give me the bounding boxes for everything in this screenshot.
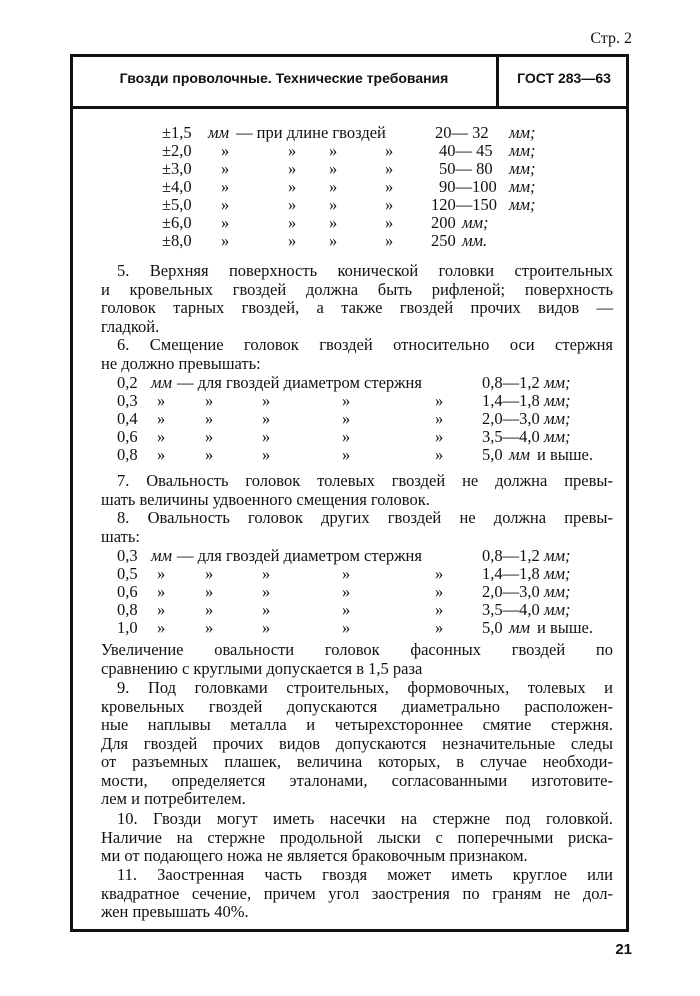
ditto-mark: »: [342, 618, 351, 637]
unit: мм: [151, 546, 173, 565]
tolerance-value: ±2,0: [162, 141, 192, 160]
text-line: лем и потребителем.: [101, 789, 246, 808]
range-suffix: и выше.: [537, 618, 593, 637]
unit: мм: [151, 373, 173, 392]
text-line: шать:: [101, 526, 140, 546]
table-row: [117, 547, 613, 565]
table-row: [117, 178, 613, 196]
table-row: [117, 374, 613, 392]
ditto-mark: »: [262, 618, 271, 637]
text-line: 10. Гвозди могут иметь насечки на стержне под головкой.: [117, 809, 613, 828]
ditto-mark: »: [435, 564, 444, 583]
ovality-table: [117, 547, 613, 637]
value: 1,0: [117, 618, 138, 637]
text-line: 11. Заостренная часть гвоздя может иметь круглое или: [117, 865, 613, 884]
length-tolerance-table: [117, 124, 613, 250]
length-range: 50— 80: [439, 159, 493, 178]
table-row: [117, 583, 613, 601]
paragraph-10: [101, 809, 613, 866]
diameter-range: 0,8—1,2: [482, 373, 540, 392]
ditto-mark: »: [342, 445, 351, 464]
ditto-mark: »: [221, 213, 230, 232]
text-line: сравнению с круглыми допускается в 1,5 раза: [101, 658, 423, 678]
ditto-mark: »: [157, 391, 166, 410]
tolerance-value: ±8,0: [162, 231, 192, 250]
ditto-mark: »: [288, 231, 297, 250]
value: 0,3: [117, 546, 138, 565]
ditto-mark: »: [157, 564, 166, 583]
unit: мм;: [462, 213, 489, 232]
unit: мм;: [544, 391, 571, 410]
ditto-mark: »: [221, 195, 230, 214]
text-line: жен превышать 40%.: [101, 902, 249, 921]
table-row: [117, 392, 613, 410]
ditto-mark: »: [262, 409, 271, 428]
diameter-range: 1,4—1,8: [482, 564, 540, 583]
diameter-range: 5,0: [482, 445, 503, 464]
ditto-mark: »: [435, 391, 444, 410]
ditto-mark: »: [205, 409, 214, 428]
text-line: ми от подающего ножа не является браковочным признаком.: [101, 846, 528, 865]
diameter-range: 2,0—3,0: [482, 409, 540, 428]
diameter-range: 3,5—4,0: [482, 600, 540, 619]
ditto-mark: »: [157, 600, 166, 619]
unit: мм;: [544, 600, 571, 619]
displacement-table: [117, 374, 613, 464]
text-line: Увеличение овальности головок фасонных гвоздей по: [101, 640, 613, 659]
table-row: [117, 160, 613, 178]
table-row: [117, 565, 613, 583]
paragraph-5: [101, 261, 613, 336]
unit: мм;: [544, 373, 571, 392]
length-range: 120—150: [431, 195, 497, 214]
unit: мм.: [462, 231, 488, 250]
ditto-mark: »: [435, 427, 444, 446]
ditto-mark: »: [262, 427, 271, 446]
range-suffix: и выше.: [537, 445, 593, 464]
table-row: [117, 619, 613, 637]
text-line: квадратное сечение, причем угол заострения по граням не дол-: [101, 883, 613, 903]
diameter-range: 0,8—1,2: [482, 546, 540, 565]
value: 0,4: [117, 409, 138, 428]
tolerance-value: ±4,0: [162, 177, 192, 196]
unit: мм;: [509, 123, 536, 142]
ditto-mark: »: [288, 213, 297, 232]
value: 0,8: [117, 600, 138, 619]
ditto-mark: »: [385, 231, 394, 250]
table-row: [117, 446, 613, 464]
diameter-range: 3,5—4,0: [482, 427, 540, 446]
unit: мм;: [544, 427, 571, 446]
ditto-mark: »: [435, 618, 444, 637]
paragraph-8: [101, 508, 613, 546]
tolerance-value: ±5,0: [162, 195, 192, 214]
condition: — для гвоздей диаметром стержня: [177, 546, 422, 565]
ditto-mark: »: [157, 409, 166, 428]
ditto-mark: »: [329, 195, 338, 214]
ditto-mark: »: [329, 177, 338, 196]
page-number: 21: [615, 941, 632, 958]
text-line: и кровельных гвоздей должна быть рифленой; поверхность: [101, 279, 613, 299]
unit: мм;: [509, 141, 536, 160]
ditto-mark: »: [205, 391, 214, 410]
text-line: от разъемных плашек, величина которых, в случае необходи-: [101, 752, 613, 771]
document-title: Гвозди проволочные. Технические требования: [119, 70, 449, 86]
table-row: [117, 214, 613, 232]
ditto-mark: »: [342, 582, 351, 601]
ditto-mark: »: [385, 195, 394, 214]
unit: мм: [509, 618, 531, 637]
tolerance-value: ±1,5: [162, 123, 192, 142]
ditto-mark: »: [288, 159, 297, 178]
ditto-mark: »: [385, 159, 394, 178]
condition: — для гвоздей диаметром стержня: [177, 373, 422, 392]
ditto-mark: »: [435, 409, 444, 428]
value: 0,3: [117, 391, 138, 410]
ditto-mark: »: [329, 141, 338, 160]
ditto-mark: »: [329, 231, 338, 250]
diameter-range: 1,4—1,8: [482, 391, 540, 410]
ditto-mark: »: [342, 564, 351, 583]
condition: — при длине гвоздей: [236, 123, 386, 142]
ditto-mark: »: [205, 427, 214, 446]
value: 0,6: [117, 582, 138, 601]
table-row: [117, 601, 613, 619]
table-row: [117, 142, 613, 160]
ditto-mark: »: [342, 409, 351, 428]
value: 0,2: [117, 373, 138, 392]
text-line: не должно превышать:: [101, 353, 261, 373]
paragraph-6: [101, 335, 613, 373]
value: 0,6: [117, 427, 138, 446]
ditto-mark: »: [329, 159, 338, 178]
ditto-mark: »: [435, 582, 444, 601]
ditto-mark: »: [262, 564, 271, 583]
ditto-mark: »: [342, 600, 351, 619]
ditto-mark: »: [385, 141, 394, 160]
ditto-mark: »: [385, 213, 394, 232]
text-line: шать величины удвоенного смещения головок.: [101, 489, 430, 509]
text-line: Наличие на стержне продольной лыски с поперечными риска-: [101, 827, 613, 847]
unit: мм;: [544, 582, 571, 601]
unit: мм: [509, 445, 531, 464]
paragraph-11: [101, 865, 613, 922]
table-row: [117, 196, 613, 214]
ditto-mark: »: [262, 391, 271, 410]
length-range: 250: [431, 231, 456, 250]
ditto-mark: »: [435, 445, 444, 464]
unit: мм;: [544, 546, 571, 565]
ditto-mark: »: [288, 177, 297, 196]
value: 0,8: [117, 445, 138, 464]
text-line: 7. Овальность головок толевых гвоздей не должна превы-: [117, 471, 613, 490]
unit: мм: [208, 123, 230, 142]
ditto-mark: »: [221, 159, 230, 178]
diameter-range: 2,0—3,0: [482, 582, 540, 601]
text-line: 9. Под головками строительных, формовочных, толевых и: [117, 678, 613, 697]
standard-number: ГОСТ 283—63: [517, 70, 611, 86]
unit: мм;: [509, 177, 536, 196]
ditto-mark: »: [205, 618, 214, 637]
table-row: [117, 232, 613, 250]
length-range: 20— 32: [435, 123, 489, 142]
value: 0,5: [117, 564, 138, 583]
ditto-mark: »: [342, 427, 351, 446]
ditto-mark: »: [221, 177, 230, 196]
ditto-mark: »: [221, 141, 230, 160]
text-line: кровельных гвоздей допускаются диаметрально расположен-: [101, 696, 613, 716]
length-range: 200: [431, 213, 456, 232]
ditto-mark: »: [329, 213, 338, 232]
ditto-mark: »: [205, 582, 214, 601]
paragraph-9: [101, 678, 613, 809]
ditto-mark: »: [262, 600, 271, 619]
ditto-mark: »: [221, 231, 230, 250]
text-line: головок тарных гвоздей, а также гвоздей прочих видов —: [101, 298, 613, 317]
ditto-mark: »: [205, 564, 214, 583]
text-line: 8. Овальность головок других гвоздей не должна превы-: [117, 508, 613, 527]
unit: мм;: [509, 195, 536, 214]
paragraph-7: [101, 471, 613, 509]
header-divider: [70, 106, 629, 109]
diameter-range: 5,0: [482, 618, 503, 637]
ditto-mark: »: [157, 618, 166, 637]
length-range: 90—100: [439, 177, 497, 196]
unit: мм;: [544, 564, 571, 583]
page-label: Стр. 2: [590, 30, 632, 47]
table-row: [117, 410, 613, 428]
text-line: 5. Верхняя поверхность конической головки строительных: [117, 261, 613, 280]
ditto-mark: »: [205, 600, 214, 619]
ditto-mark: »: [205, 445, 214, 464]
unit: мм;: [509, 159, 536, 178]
ditto-mark: »: [157, 427, 166, 446]
table-row: [117, 428, 613, 446]
text-line: 6. Смещение головок гвоздей относительно оси стержня: [117, 335, 613, 354]
text-line: мости, определяется эталонами, согласованными изготовите-: [101, 770, 613, 790]
length-range: 40— 45: [439, 141, 493, 160]
ditto-mark: »: [157, 445, 166, 464]
text-line: Для гвоздей прочих видов допускаются незначительные следы: [101, 733, 613, 753]
ditto-mark: »: [288, 141, 297, 160]
ditto-mark: »: [435, 600, 444, 619]
ditto-mark: »: [385, 177, 394, 196]
text-line: гладкой.: [101, 316, 160, 336]
ditto-mark: »: [262, 445, 271, 464]
ditto-mark: »: [342, 391, 351, 410]
tolerance-value: ±3,0: [162, 159, 192, 178]
text-line: ные наплывы металла и четырехстороннее смятие стержня.: [101, 715, 613, 734]
paragraph-8-note: [101, 640, 613, 678]
tolerance-value: ±6,0: [162, 213, 192, 232]
unit: мм;: [544, 409, 571, 428]
ditto-mark: »: [157, 582, 166, 601]
ditto-mark: »: [288, 195, 297, 214]
ditto-mark: »: [262, 582, 271, 601]
table-row: [117, 124, 613, 142]
